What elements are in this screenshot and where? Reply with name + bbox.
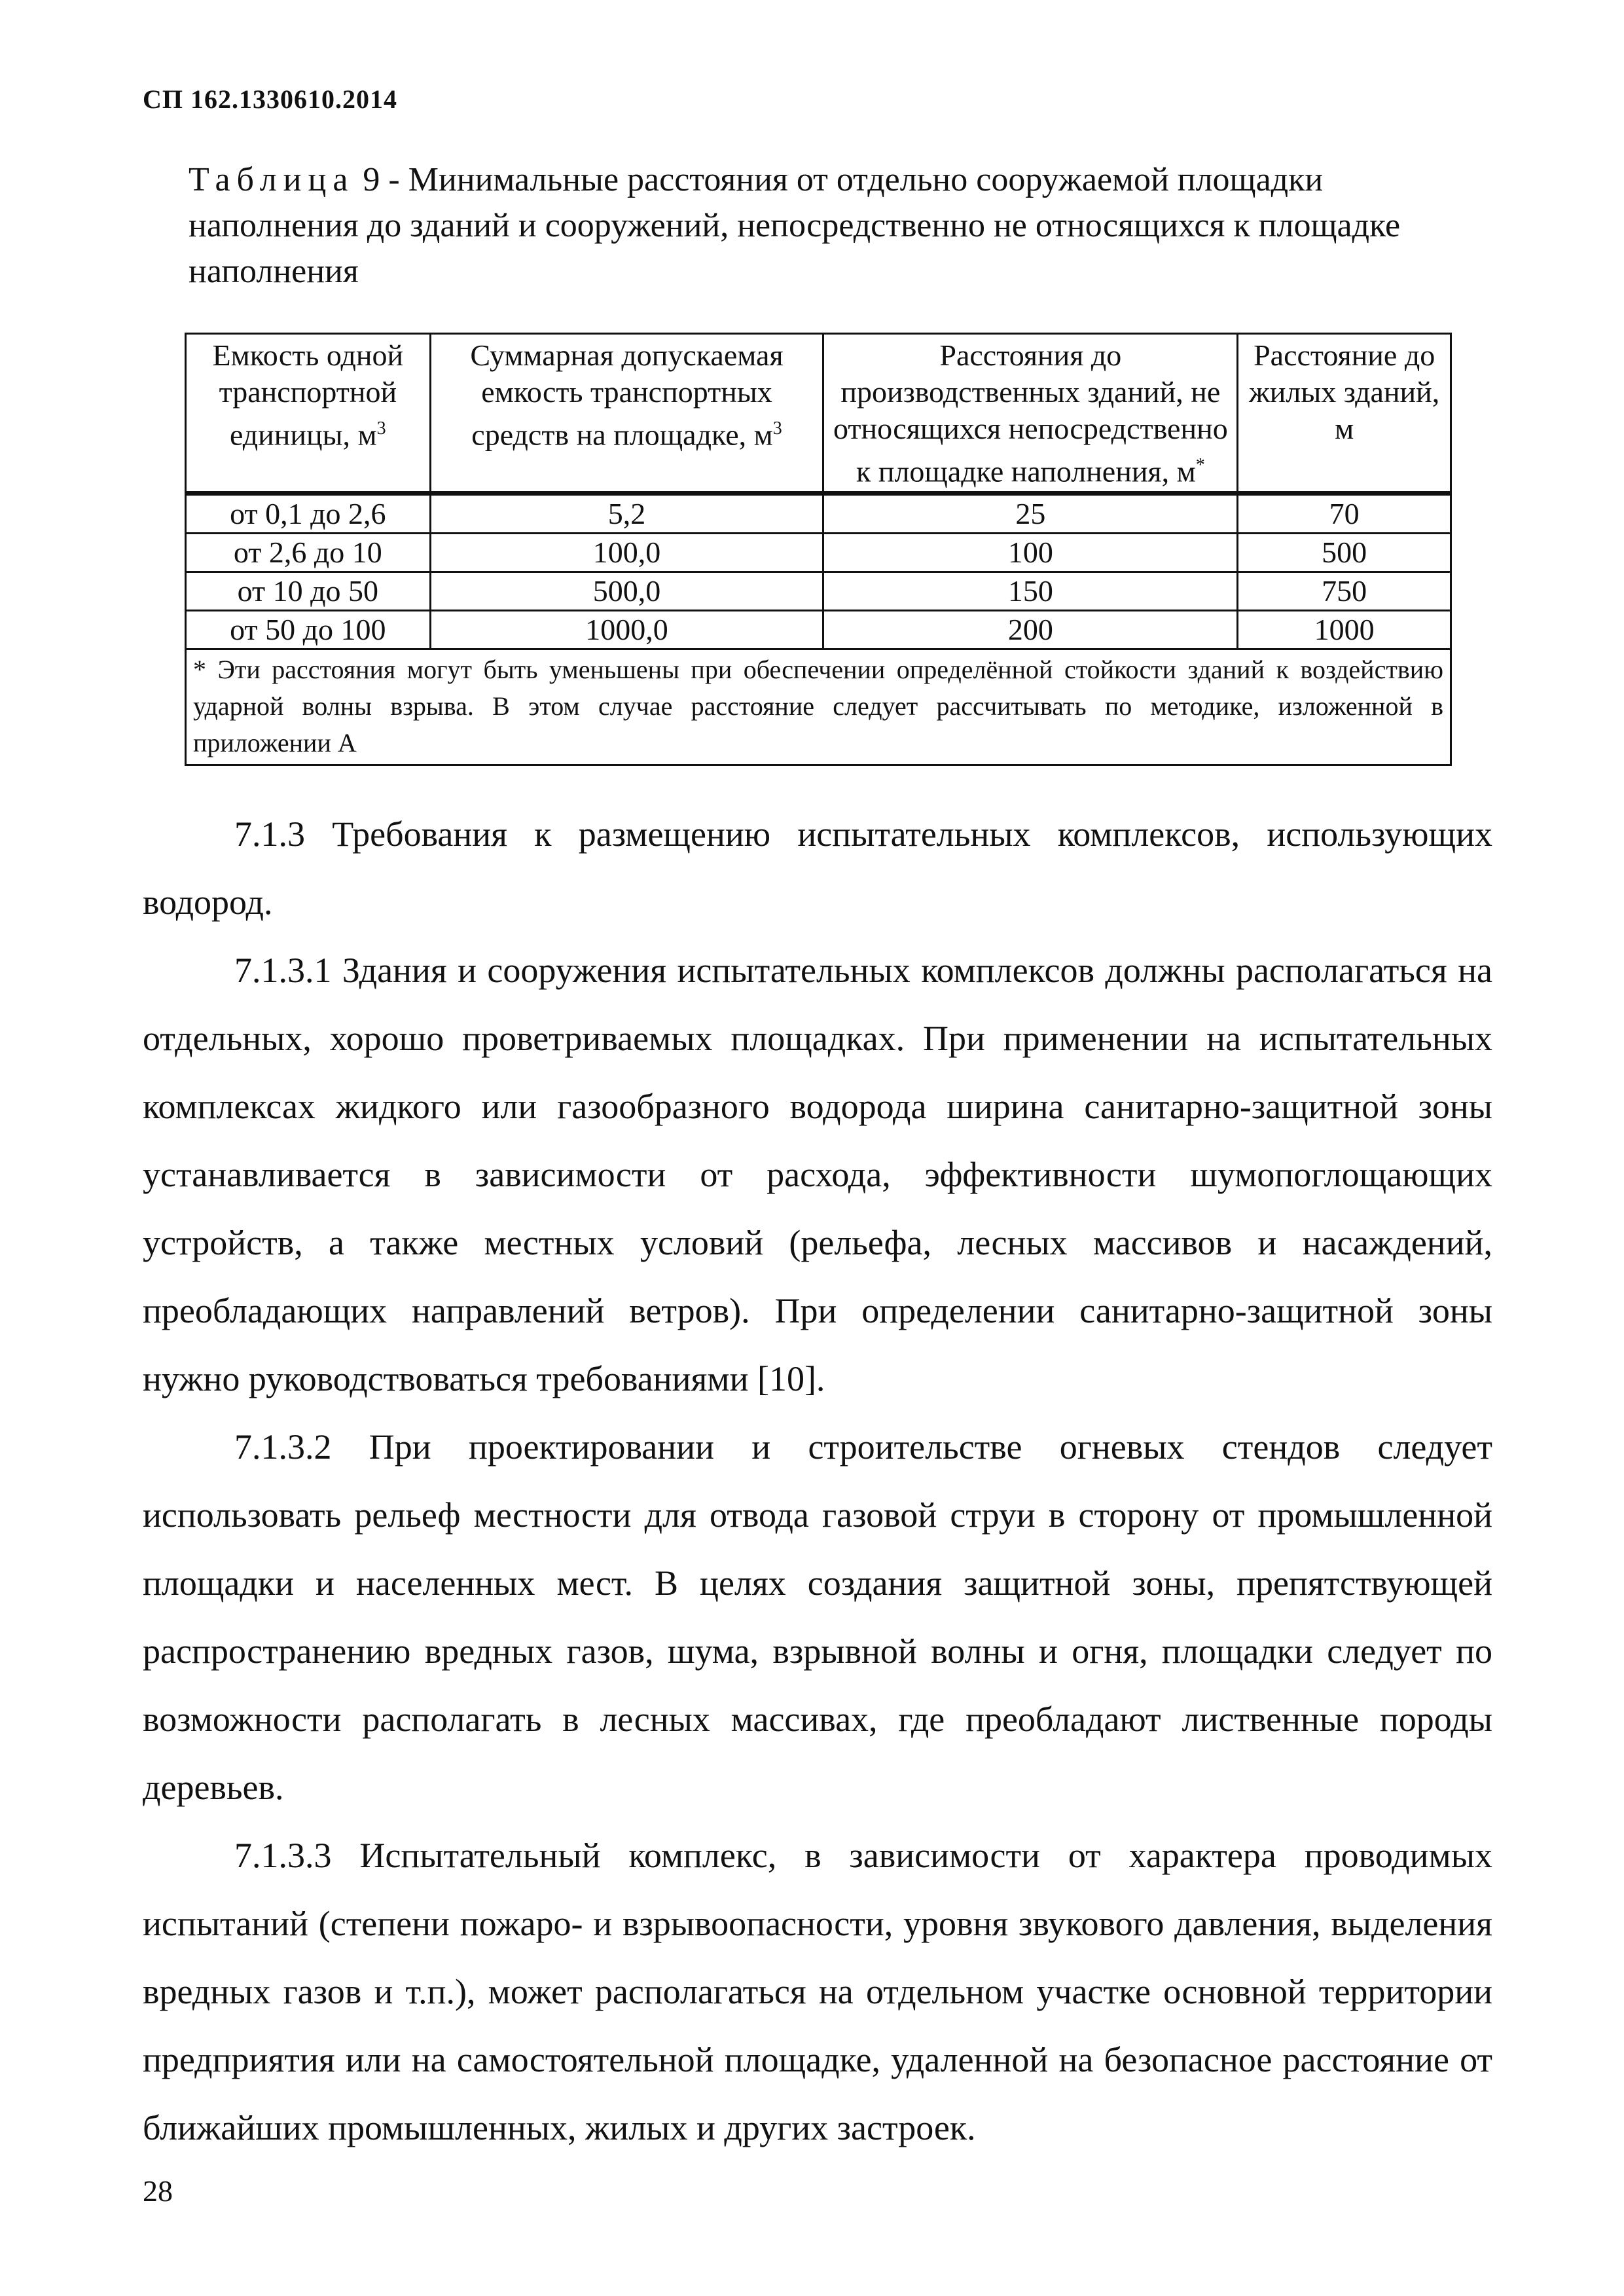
table-cell: от 50 до 100: [186, 611, 431, 649]
table-cell: 150: [823, 572, 1238, 611]
body-text: [143, 800, 1492, 2162]
table-cell: 1000: [1238, 611, 1451, 649]
table-footnote-row: [186, 649, 1451, 765]
table-cell: 25: [823, 494, 1238, 534]
table-caption-text: - Минимальные расстояния от отдельно сооружаемой площадки наполнения до зданий и сооружений, непосредственно не относящихся к площадке наполнения: [189, 161, 1401, 290]
table-cell: 200: [823, 611, 1238, 649]
paragraph-7-1-3: 7.1.3 Требования к размещению испытательных комплексов, использующих водород.: [143, 814, 1492, 922]
table-caption: [189, 157, 1485, 295]
distance-table: [185, 333, 1452, 766]
header-total-capacity: Суммарная допускаемая емкость транспортных средств на площадке, $м^3$: [430, 334, 823, 494]
table-cell: 500,0: [430, 572, 823, 611]
table-cell: от 2,6 до 10: [186, 534, 431, 572]
table-cell: 70: [1238, 494, 1451, 534]
table-cell: 100,0: [430, 534, 823, 572]
table-header-row: [186, 334, 1451, 494]
table-cell: 5,2: [430, 494, 823, 534]
page-number: 28: [143, 2174, 173, 2208]
header-industrial-distance: Расстояния до производственных зданий, не относящихся непосредственно к площадке наполнения, м*: [823, 334, 1238, 494]
table-caption-number: 9: [363, 161, 380, 198]
header-unit-capacity: Емкость одной транспортной единицы, $м^3$: [186, 334, 431, 494]
paragraph-7-1-3-1: 7.1.3.1 Здания и сооружения испытательных комплексов должны располагаться на отдельных, хорошо проветриваемых площадках. При применении на испытательных комплексах жидкого или газообразного водорода ширина санитарно-защитной зоны устанавливается в зависимости от расхода, эффективности шумопоглощающих устройств, а также местных условий (рельефа, лесных массивов и насаждений, преобладающих направлений ветров). При определении санитарно-защитной зоны нужно руководствоваться требованиями [10].: [143, 951, 1492, 1398]
table-cell: 750: [1238, 572, 1451, 611]
table-row: [186, 494, 1451, 534]
table-cell: 1000,0: [430, 611, 823, 649]
table-row: [186, 611, 1451, 649]
table-cell: от 0,1 до 2,6: [186, 494, 431, 534]
table-cell: 500: [1238, 534, 1451, 572]
table-footnote: * Эти расстояния могут быть уменьшены при обеспечении определённой стойкости зданий к воздействию ударной волны взрыва. В этом случае расстояние следует рассчитывать по методике, изложенной в приложении А: [186, 649, 1451, 765]
table-cell: от 10 до 50: [186, 572, 431, 611]
paragraph-7-1-3-3: 7.1.3.3 Испытательный комплекс, в зависимости от характера проводимых испытаний (степени пожаро- и взрывоопасности, уровня звукового давления, выделения вредных газов и т.п.), может располагаться на отдельном участке основной территории предприятия или на самостоятельной площадке, удаленной на безопасное расстояние от ближайших промышленных, жилых и других застроек.: [143, 1836, 1492, 2147]
table-cell: 100: [823, 534, 1238, 572]
document-code: СП 162.1330610.2014: [143, 84, 397, 114]
paragraph-7-1-3-2: 7.1.3.2 При проектировании и строительстве огневых стендов следует использовать рельеф местности для отвода газовой струи в сторону от промышленной площадки и населенных мест. В целях создания защитной зоны, препятствующей распространению вредных газов, шума, взрывной волны и огня, площадки следует по возможности располагать в лесных массивах, где преобладают лиственные породы деревьев.: [143, 1427, 1492, 1807]
table-caption-label: Таблица: [189, 161, 355, 198]
table-row: [186, 534, 1451, 572]
header-residential-distance: Расстояние до жилых зданий, м: [1238, 334, 1451, 494]
table-row: [186, 572, 1451, 611]
